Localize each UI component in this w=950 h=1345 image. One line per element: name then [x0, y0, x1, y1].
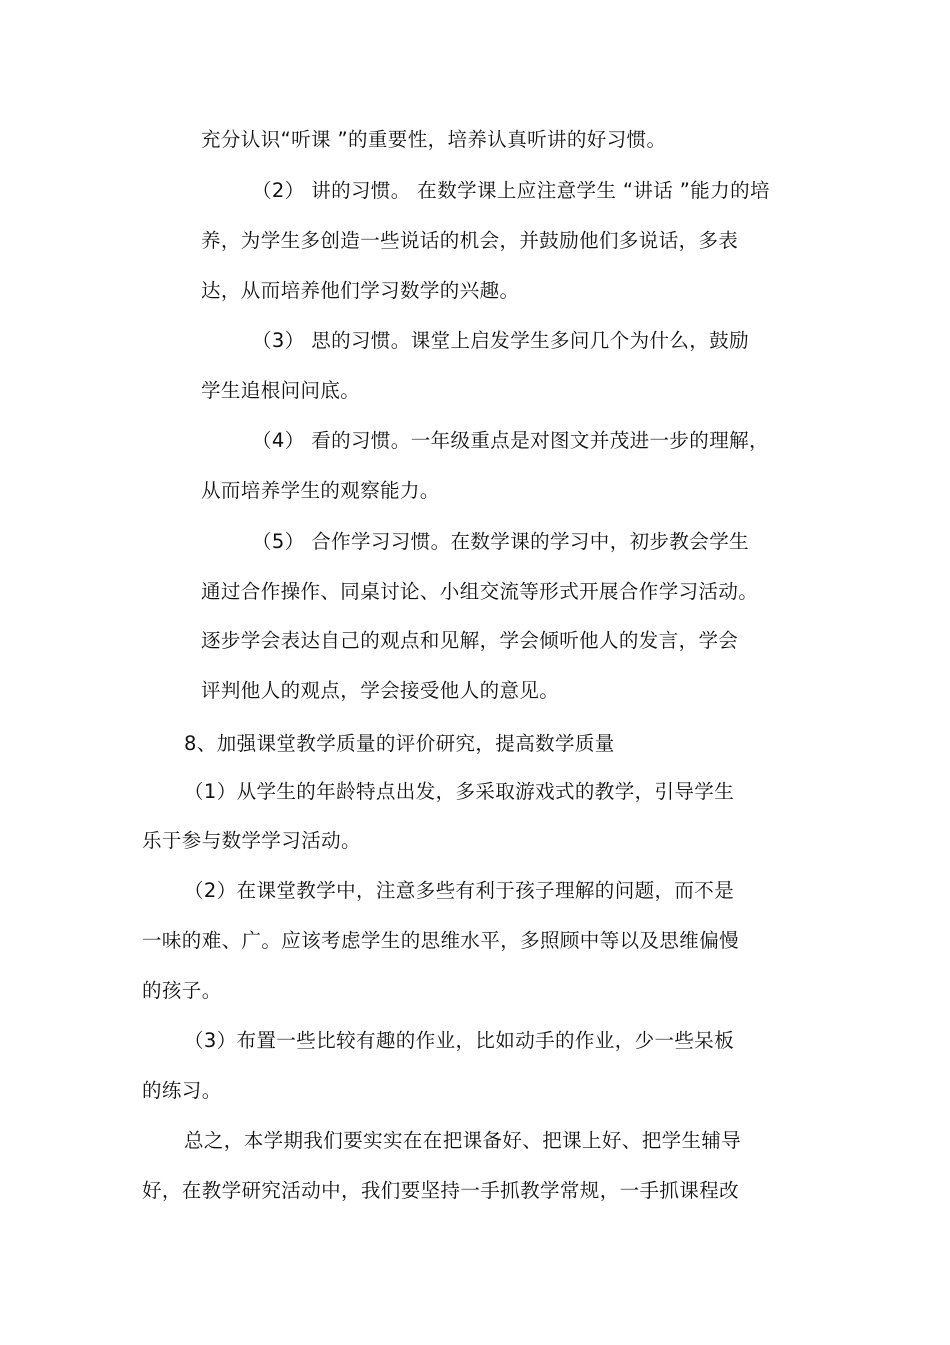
text-line: 的练习。 [142, 1079, 222, 1102]
text-line: 总之，本学期我们要实实在在把课备好、把课上好、把学生辅导 [184, 1129, 742, 1152]
text-line: 一味的难、广。应该考虑学生的思维水平，多照顾中等以及思维偏慢 [142, 929, 740, 952]
text-line: （2）在课堂教学中，注意多些有利于孩子理解的问题，而不是 [184, 879, 735, 902]
text-line: 通过合作操作、同桌讨论、小组交流等形式开展合作学习活动。 [201, 580, 759, 603]
text-line: 乐于参与数学学习活动。 [142, 829, 361, 852]
text-line: 养，为学生多创造一些说话的机会，并鼓励他们多说话，多表 [201, 229, 739, 252]
text-line: （1）从学生的年龄特点出发，多采取游戏式的教学，引导学生 [184, 780, 735, 803]
text-line: 评判他人的观点，学会接受他人的意见。 [201, 679, 560, 702]
text-line: （3） 思的习惯。课堂上启发学生多问几个为什么，鼓励 [252, 329, 750, 352]
text-line: （4） 看的习惯。一年级重点是对图文并茂进一步的理解， [252, 429, 769, 452]
text-line: （3）布置一些比较有趣的作业，比如动手的作业，少一些呆板 [184, 1029, 735, 1052]
text-line: （5） 合作学习习惯。在数学课的学习中，初步教会学生 [252, 530, 750, 553]
text-line: 学生追根问问底。 [201, 379, 361, 402]
text-line: 达，从而培养他们学习数学的兴趣。 [201, 279, 520, 302]
section-heading: 8、加强课堂教学质量的评价研究，提高数学质量 [184, 732, 615, 755]
text-line: 逐步学会表达自己的观点和见解，学会倾听他人的发言，学会 [201, 629, 739, 652]
text-line: （2） 讲的习惯。 在数学课上应注意学生 “讲话 ”能力的培 [252, 179, 770, 202]
text-line: 的孩子。 [142, 979, 222, 1002]
text-line: 从而培养学生的观察能力。 [201, 479, 440, 502]
text-line: 好，在教学研究活动中，我们要坚持一手抓教学常规，一手抓课程改 [142, 1179, 740, 1202]
text-line: 充分认识“听课 ”的重要性，培养认真听讲的好习惯。 [201, 128, 667, 151]
